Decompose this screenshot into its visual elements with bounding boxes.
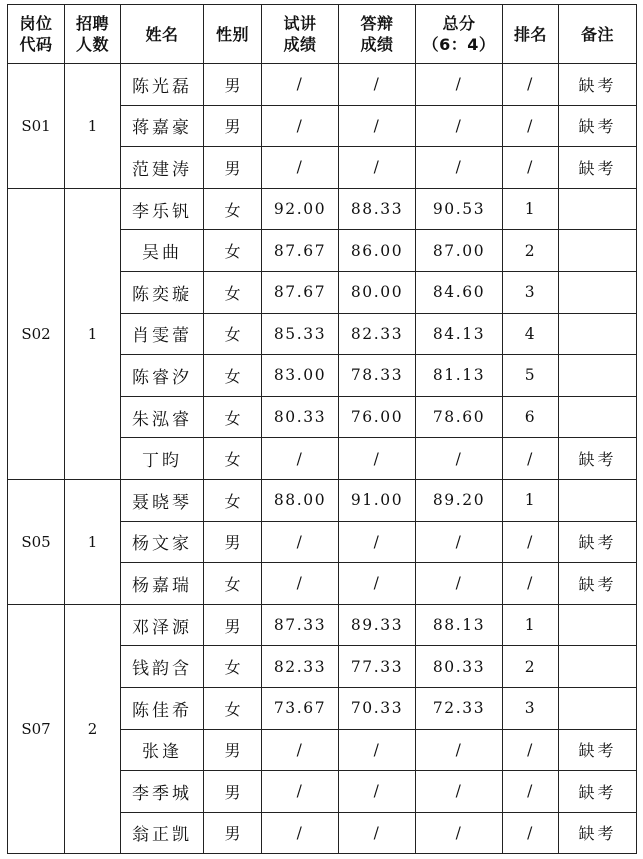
gender: 女 <box>204 230 262 272</box>
defense-score: 78.33 <box>339 355 416 397</box>
rank: / <box>503 563 559 605</box>
defense-score: / <box>339 563 416 605</box>
lecture-score: 92.00 <box>262 188 339 230</box>
gender: 女 <box>204 563 262 605</box>
candidate-name: 邓泽源 <box>121 604 204 646</box>
results-table <box>7 4 637 854</box>
gender: 男 <box>204 64 262 106</box>
defense-score: / <box>339 729 416 771</box>
rank: / <box>503 812 559 854</box>
note: 缺考 <box>559 771 637 813</box>
total-score: / <box>416 563 503 605</box>
rank: / <box>503 729 559 771</box>
total-score: / <box>416 771 503 813</box>
total-score: 72.33 <box>416 687 503 729</box>
note <box>559 188 637 230</box>
note <box>559 313 637 355</box>
rank: 1 <box>503 604 559 646</box>
header-post-code-line: 代码 <box>19 35 53 54</box>
lecture-score: / <box>262 438 339 480</box>
lecture-score: 88.00 <box>262 479 339 521</box>
gender: 女 <box>204 438 262 480</box>
header-post-code <box>8 5 65 64</box>
candidate-name: 丁昀 <box>121 438 204 480</box>
lecture-score: 87.67 <box>262 230 339 272</box>
table-row <box>8 188 637 230</box>
table-row <box>8 604 637 646</box>
header-post-code-line: 岗位 <box>19 14 53 33</box>
defense-score: / <box>339 438 416 480</box>
header-gender <box>204 5 262 64</box>
defense-score: 70.33 <box>339 687 416 729</box>
gender: 女 <box>204 355 262 397</box>
rank: / <box>503 64 559 106</box>
hiring-quota: 1 <box>65 64 121 189</box>
candidate-name: 范建涛 <box>121 147 204 189</box>
table-body <box>8 64 637 854</box>
note <box>559 230 637 272</box>
defense-score: 76.00 <box>339 396 416 438</box>
header-total-score-line: 总分 <box>442 14 476 33</box>
table-header <box>8 5 637 64</box>
defense-score: 77.33 <box>339 646 416 688</box>
header-name <box>121 5 204 64</box>
total-score: 89.20 <box>416 479 503 521</box>
candidate-name: 吴曲 <box>121 230 204 272</box>
candidate-name: 张逢 <box>121 729 204 771</box>
header-total-score <box>416 5 503 64</box>
lecture-score: 83.00 <box>262 355 339 397</box>
candidate-name: 陈光磊 <box>121 64 204 106</box>
total-score: / <box>416 812 503 854</box>
candidate-name: 杨文家 <box>121 521 204 563</box>
hiring-quota: 1 <box>65 479 121 604</box>
total-score: 90.53 <box>416 188 503 230</box>
header-gender-line: 性别 <box>215 24 249 44</box>
candidate-name: 陈奕璇 <box>121 271 204 313</box>
rank: 1 <box>503 479 559 521</box>
note <box>559 271 637 313</box>
candidate-name: 陈睿汐 <box>121 355 204 397</box>
defense-score: / <box>339 64 416 106</box>
hiring-quota: 2 <box>65 604 121 854</box>
total-score: / <box>416 64 503 106</box>
lecture-score: 87.33 <box>262 604 339 646</box>
header-lecture-score <box>262 5 339 64</box>
header-defense-score <box>339 5 416 64</box>
table-row <box>8 64 637 106</box>
candidate-name: 聂晓琴 <box>121 479 204 521</box>
rank: / <box>503 771 559 813</box>
rank: / <box>503 105 559 147</box>
note <box>559 396 637 438</box>
lecture-score: / <box>262 729 339 771</box>
candidate-name: 李乐钒 <box>121 188 204 230</box>
total-score: 84.13 <box>416 313 503 355</box>
rank: / <box>503 521 559 563</box>
gender: 男 <box>204 521 262 563</box>
lecture-score: 82.33 <box>262 646 339 688</box>
note: 缺考 <box>559 521 637 563</box>
gender: 女 <box>204 687 262 729</box>
header-row <box>8 5 637 64</box>
lecture-score: / <box>262 147 339 189</box>
note: 缺考 <box>559 812 637 854</box>
rank: 4 <box>503 313 559 355</box>
lecture-score: 73.67 <box>262 687 339 729</box>
gender: 男 <box>204 729 262 771</box>
rank: 5 <box>503 355 559 397</box>
defense-score: / <box>339 105 416 147</box>
total-score: 84.60 <box>416 271 503 313</box>
total-score: 88.13 <box>416 604 503 646</box>
gender: 男 <box>204 812 262 854</box>
rank: 2 <box>503 646 559 688</box>
header-defense-score-line: 答辩 <box>360 14 394 33</box>
note: 缺考 <box>559 438 637 480</box>
lecture-score: / <box>262 64 339 106</box>
candidate-name: 杨嘉瑞 <box>121 563 204 605</box>
total-score: / <box>416 147 503 189</box>
candidate-name: 钱韵含 <box>121 646 204 688</box>
lecture-score: / <box>262 812 339 854</box>
gender: 男 <box>204 771 262 813</box>
results-table-container <box>7 4 637 854</box>
candidate-name: 朱泓睿 <box>121 396 204 438</box>
candidate-name: 李季城 <box>121 771 204 813</box>
rank: 2 <box>503 230 559 272</box>
gender: 女 <box>204 479 262 521</box>
gender: 男 <box>204 604 262 646</box>
note: 缺考 <box>559 563 637 605</box>
rank: 1 <box>503 188 559 230</box>
lecture-score: / <box>262 563 339 605</box>
note <box>559 355 637 397</box>
header-lecture-score-line: 试讲 <box>283 14 317 33</box>
lecture-score: / <box>262 105 339 147</box>
header-rank-line: 排名 <box>513 24 547 44</box>
note: 缺考 <box>559 147 637 189</box>
post-code: S07 <box>8 604 65 854</box>
lecture-score: 80.33 <box>262 396 339 438</box>
post-code: S05 <box>8 479 65 604</box>
total-score: / <box>416 521 503 563</box>
rank: / <box>503 438 559 480</box>
candidate-name: 翁正凯 <box>121 812 204 854</box>
lecture-score: / <box>262 771 339 813</box>
header-defense-score-line: 成绩 <box>360 35 394 54</box>
total-score: 80.33 <box>416 646 503 688</box>
defense-score: / <box>339 147 416 189</box>
note <box>559 604 637 646</box>
defense-score: / <box>339 771 416 813</box>
candidate-name: 肖雯蕾 <box>121 313 204 355</box>
lecture-score: 85.33 <box>262 313 339 355</box>
hiring-quota: 1 <box>65 188 121 479</box>
total-score: / <box>416 729 503 771</box>
rank: 3 <box>503 687 559 729</box>
note <box>559 687 637 729</box>
note <box>559 479 637 521</box>
candidate-name: 陈佳希 <box>121 687 204 729</box>
rank: 6 <box>503 396 559 438</box>
header-note-line: 备注 <box>580 24 614 44</box>
header-quota-line: 人数 <box>75 35 109 54</box>
total-score: 87.00 <box>416 230 503 272</box>
gender: 女 <box>204 188 262 230</box>
total-score: / <box>416 105 503 147</box>
header-quota-line: 招聘 <box>75 14 109 33</box>
note: 缺考 <box>559 64 637 106</box>
defense-score: / <box>339 812 416 854</box>
total-score: 81.13 <box>416 355 503 397</box>
defense-score: 86.00 <box>339 230 416 272</box>
defense-score: 91.00 <box>339 479 416 521</box>
note: 缺考 <box>559 729 637 771</box>
post-code: S02 <box>8 188 65 479</box>
rank: / <box>503 147 559 189</box>
defense-score: 88.33 <box>339 188 416 230</box>
note: 缺考 <box>559 105 637 147</box>
defense-score: 82.33 <box>339 313 416 355</box>
lecture-score: / <box>262 521 339 563</box>
gender: 女 <box>204 396 262 438</box>
gender: 女 <box>204 313 262 355</box>
candidate-name: 蒋嘉豪 <box>121 105 204 147</box>
defense-score: / <box>339 521 416 563</box>
gender: 女 <box>204 271 262 313</box>
total-score: / <box>416 438 503 480</box>
gender: 男 <box>204 105 262 147</box>
total-score: 78.60 <box>416 396 503 438</box>
note <box>559 646 637 688</box>
header-total-score-line: （6：4） <box>422 35 496 54</box>
header-name-line: 姓名 <box>145 24 179 44</box>
gender: 女 <box>204 646 262 688</box>
defense-score: 89.33 <box>339 604 416 646</box>
defense-score: 80.00 <box>339 271 416 313</box>
header-lecture-score-line: 成绩 <box>283 35 317 54</box>
table-row <box>8 479 637 521</box>
header-note <box>559 5 637 64</box>
lecture-score: 87.67 <box>262 271 339 313</box>
header-rank <box>503 5 559 64</box>
rank: 3 <box>503 271 559 313</box>
gender: 男 <box>204 147 262 189</box>
post-code: S01 <box>8 64 65 189</box>
header-quota <box>65 5 121 64</box>
